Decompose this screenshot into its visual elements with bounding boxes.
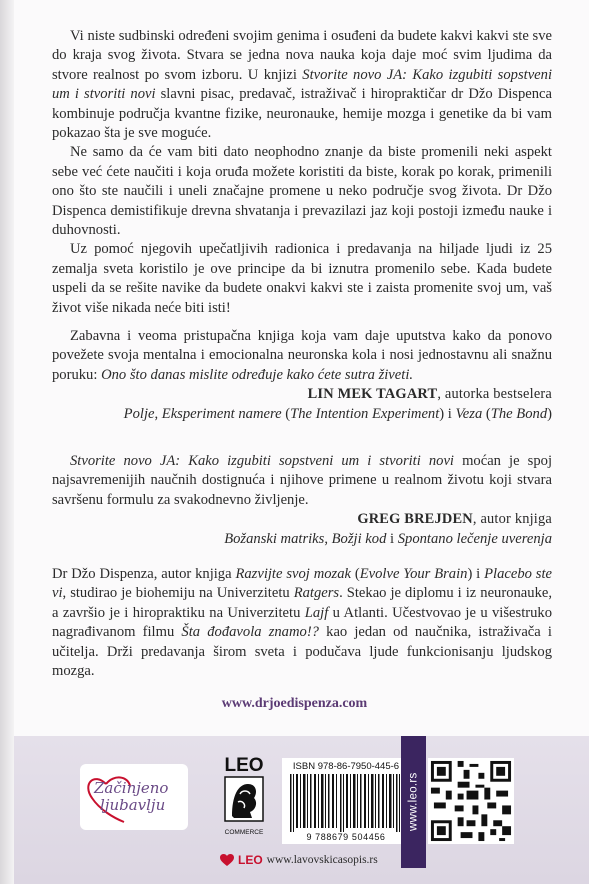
intro-paragraph-2: Ne samo da će vam biti dato neophodno znanje da biste promenili neki aspekt sebe već ćete naučiti i koja oruđa možete koristiti da biste, korak po korak, primenili ono što ste naučili i uneli značajne promene u neko područje svog života. Dr Džo Dispenca demistifikuje drevna shvatanja i prevazilazi jaz koji postoji između nauke i duhovnosti. <box>52 144 552 239</box>
isbn-number: ISBN 978-86-7950-445-6 <box>292 761 400 772</box>
leo-url-vertical[interactable]: www.leo.rs <box>407 772 420 832</box>
author-books: Polje, Eksperiment namere (The Intention Experiment) i Veza (The Bond) <box>123 405 552 422</box>
barcode-icon <box>288 774 404 832</box>
heart-icon <box>220 854 234 867</box>
author-bio <box>52 565 552 681</box>
intro-section <box>52 27 552 318</box>
barcode-digits: 9 788679 504456 <box>306 832 386 842</box>
author-books: Božanski matriks, Božji kod i Spontano lečenje uverenja <box>224 530 552 547</box>
intro-text: slavni pisac, predavač, istraživač i hiropraktičar dr Džo Dispenca kombinuje područja kvantne fizike, neuronauke, hemije mozga i genetike da bi vam pokazao šta je sve moguće. <box>52 86 553 142</box>
intro-paragraph-1 <box>52 27 552 143</box>
quote-text: Zabavna i veoma pristupačna knjiga koja vam daje uputstva kako da ponovo povežete svoja mentalna i emocionalna neuronska kola i nosi jednostavnu ali snažnu poruku: Ono što danas mislite određuje kako ćete sutra živeti. <box>52 328 552 383</box>
bio-paragraph: Dr Džo Dispenza, autor knjiga Razvijte svoj mozak (Evolve Your Brain) i Placebo ste vi, studirao je biohemiju na Univerzitetu Ratgers. Stekao je diplomu i iz neuronauke, a završio je i hiropraktiku na Univerzitetu Lajf u Atlanti. Učestvovao je u višestruko nagrađivanom filmu Šta đođavola znamo!? kao jedan od naučnika, istraživača i učitelja. Drži predavanja širom sveta i podučava ljude funkcionisanju ljudskog mozga. <box>52 566 552 680</box>
quote-tagart <box>52 327 552 424</box>
leo-commerce-logo: LEO COMMERCE <box>224 755 264 836</box>
brand-text: Začinjeno ljubavlju <box>94 779 169 814</box>
author-website-link[interactable]: www.drjoedispenza.com <box>221 696 368 711</box>
zacinjeno-ljubavlju-logo <box>80 764 188 830</box>
spine-edge <box>0 0 14 884</box>
lion-icon <box>224 776 264 822</box>
book-title: Stvorite novo JA: Kako izgubiti sopstveni um i stvoriti novi <box>70 453 454 469</box>
book-title: Stvorite novo JA: Kako izgubiti sopstveni um i stvoriti novi <box>52 66 552 103</box>
footer <box>14 736 589 884</box>
isbn-barcode <box>282 758 410 844</box>
quote-author: LIN MEK TAGART, autorka bestselera <box>307 386 552 403</box>
intro-text: Vi niste sudbinski određeni svojim genima i osuđeni da budete kakvi kakvi ste sve do kraja svog života. Stvara se jedna nova nauka koja daje moć svim ljudima da stvore realnost po svom izboru. U knjizi <box>52 28 552 83</box>
qr-code-icon <box>428 758 514 844</box>
quote-brejden <box>52 452 552 549</box>
quote-emphasis: Ono što danas mislite određuje kako ćete sutra živeti. <box>101 366 414 383</box>
lavovski-casopis-link[interactable]: www.lavovskicasopis.rs <box>266 854 378 866</box>
quote-text: Stvorite novo JA: Kako izgubiti sopstveni um i stvoriti novi moćan je spoj najsavremenijih naučnih dostignuća i njihove primene u realnom životu koji stvara savršenu formulu za svakodnevno življenje. <box>52 453 552 508</box>
quote-author: GREG BREJDEN, autor knjiga <box>357 511 552 528</box>
leo-small-logo: LEO <box>238 853 263 867</box>
publisher-bar <box>220 850 414 870</box>
intro-paragraph-3: Uz pomoć njegovih upečatljivih radionica i predavanja na hiljade ljudi iz 25 zemalja sveta koristilo je ove principe da bi iznutra promenilo sebe. Kada budete uspeli da se rešite navike da budete onakvi kakvi ste i zaista promenite svoj um, vaš život više nikada neće biti isti! <box>52 241 552 316</box>
